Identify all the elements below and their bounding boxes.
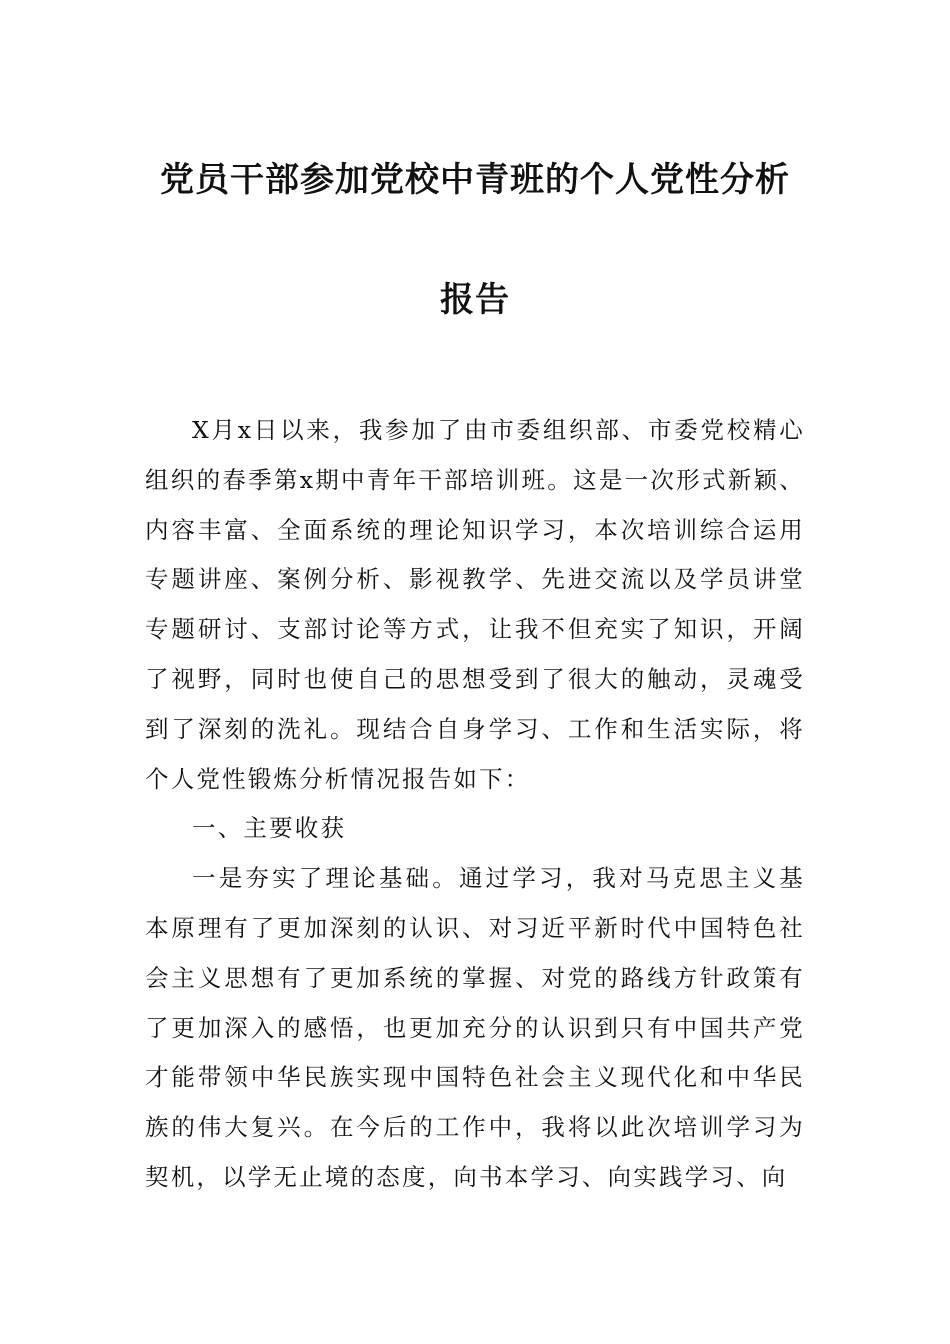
document-body [145,406,805,1203]
document-title-line-2: 报告 [440,280,510,320]
section-heading-main-gains: 一、主要收获 [192,814,347,843]
body-paragraph-theory: 一是夯实了理论基础。通过学习，我对马克思主义基本原理有了更加深刻的认识、对习近平新时代中国特色社会主义思想有了更加系统的掌握、对党的路线方针政策有了更加深入的感悟，也更加充分的认识到只有中国共产党才能带领中华民族实现中国特色社会主义现代化和中华民族的伟大复兴。在今后的工作中，我将以此次培训学习为契机，以学无止境的态度，向书本学习、向实践学习、向 [145,864,805,1191]
body-paragraph-intro: X月x日以来，我参加了由市委组织部、市委党校精心组织的春季第x期中青年干部培训班。这是一次形式新颖、内容丰富、全面系统的理论知识学习，本次培训综合运用专题讲座、案例分析、影视教学、先进交流以及学员讲堂专题研讨、支部讨论等方式，让我不但充实了知识，开阔了视野，同时也使自己的思想受到了很大的触动，灵魂受到了深刻的洗礼。现结合自身学习、工作和生活实际，将个人党性锻炼分析情况报告如下： [145,416,805,793]
document-title-line-1: 党员干部参加党校中青班的个人党性分析 [160,160,790,200]
